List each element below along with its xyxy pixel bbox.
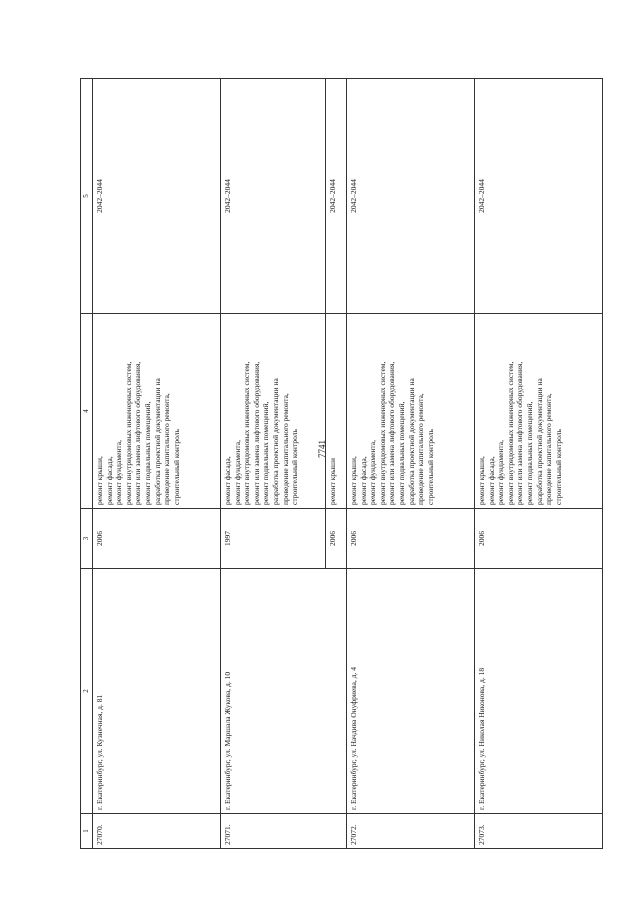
- row-year: 2006: [346, 509, 474, 569]
- work-line: проведение капитального ремонта,: [280, 393, 290, 505]
- work-line: ремонт фундамента,: [232, 440, 242, 505]
- row-address: г. Екатеринбург, ул. Начдива Онуфриева, д. 4: [346, 569, 474, 814]
- header-row: [81, 79, 93, 849]
- work-line: строительный контроль: [171, 429, 181, 505]
- work-line: ремонт крыши,: [476, 456, 486, 505]
- row-works: [92, 314, 220, 509]
- work-line: ремонт крыши: [327, 458, 337, 505]
- work-line: ремонт или замена лифтового оборудования,: [133, 361, 143, 505]
- work-line: строительный контроль: [553, 429, 563, 505]
- row-works: [346, 314, 474, 509]
- row-period: 2042–2044: [92, 79, 220, 314]
- work-line: строительный контроль: [425, 429, 435, 505]
- work-line: разработка проектной документации на: [270, 378, 280, 505]
- work-line: ремонт внутридомовых инженерных систем,: [377, 361, 387, 505]
- row-period: 2042–2044: [474, 79, 602, 314]
- rotated-table-container: [80, 79, 600, 849]
- row-year: 2006: [474, 509, 602, 569]
- work-line: ремонт подвальных помещений,: [524, 401, 534, 505]
- work-line: ремонт подвальных помещений,: [142, 401, 152, 505]
- work-line: ремонт крыши,: [348, 456, 358, 505]
- row-address: г. Екатеринбург, ул. Кузнечная, д. 81: [92, 569, 220, 814]
- row-works: [474, 314, 602, 509]
- work-line: ремонт подвальных помещений,: [261, 401, 271, 505]
- row-works-main: [223, 317, 323, 505]
- table-row: [92, 79, 220, 849]
- work-line: разработка проектной документации на: [152, 378, 162, 505]
- row-works-sub: [325, 314, 338, 508]
- row-address: г. Екатеринбург, ул. Маршала Жукова, д. 10: [220, 569, 346, 814]
- work-line: проведение капитального ремонта,: [162, 393, 172, 505]
- work-line: ремонт или замена лифтового оборудования,: [251, 361, 261, 505]
- header-cell-4: 4: [81, 314, 93, 509]
- work-line: ремонт внутридомовых инженерных систем,: [123, 361, 133, 505]
- table-row: [474, 79, 602, 849]
- table-row: [346, 79, 474, 849]
- header-cell-1: 1: [81, 814, 93, 849]
- page-number: 7741: [317, 440, 327, 458]
- row-period: 2042–2044: [346, 79, 474, 314]
- work-line: ремонт фасада,: [222, 456, 232, 505]
- work-line: ремонт фасада,: [104, 456, 114, 505]
- row-period-main: 2042–2044: [222, 179, 232, 213]
- row-year: 2006: [92, 509, 220, 569]
- work-line: проведение капитального ремонта,: [544, 393, 554, 505]
- work-line: ремонт фасада,: [358, 456, 368, 505]
- work-line: ремонт фундамента,: [496, 440, 506, 505]
- row-year-main: 1997: [222, 531, 232, 546]
- work-line: ремонт внутридомовых инженерных систем,: [505, 361, 515, 505]
- row-number: 27071.: [220, 814, 346, 849]
- work-line: ремонт фасада,: [486, 456, 496, 505]
- work-line: строительный контроль: [290, 429, 300, 505]
- header-cell-2: 2: [81, 569, 93, 814]
- row-period: [220, 79, 346, 314]
- work-line: ремонт или замена лифтового оборудования,: [515, 361, 525, 505]
- work-line: ремонт или замена лифтового оборудования,: [387, 361, 397, 505]
- header-cell-3: 3: [81, 509, 93, 569]
- row-works: [220, 314, 346, 509]
- row-number: 27070.: [92, 814, 220, 849]
- repair-schedule-table: [80, 78, 603, 849]
- work-line: ремонт фундамента,: [114, 440, 124, 505]
- row-number: 27073.: [474, 814, 602, 849]
- header-cell-5: 5: [81, 79, 93, 314]
- work-line: ремонт крыши,: [94, 456, 104, 505]
- row-address: г. Екатеринбург, ул. Николая Никонова, д. 18: [474, 569, 602, 814]
- row-year: [220, 509, 346, 569]
- work-line: ремонт подвальных помещений,: [396, 401, 406, 505]
- work-line: ремонт фундамента,: [368, 440, 378, 505]
- work-line: ремонт внутридомовых инженерных систем,: [242, 361, 252, 505]
- work-line: разработка проектной документации на: [406, 378, 416, 505]
- row-number: 27072.: [346, 814, 474, 849]
- row-year-sub: 2006: [325, 509, 338, 568]
- work-line: проведение капитального ремонта,: [416, 393, 426, 505]
- row-period-sub: 2042–2044: [325, 79, 338, 313]
- table-row: [220, 79, 346, 849]
- work-line: разработка проектной документации на: [534, 378, 544, 505]
